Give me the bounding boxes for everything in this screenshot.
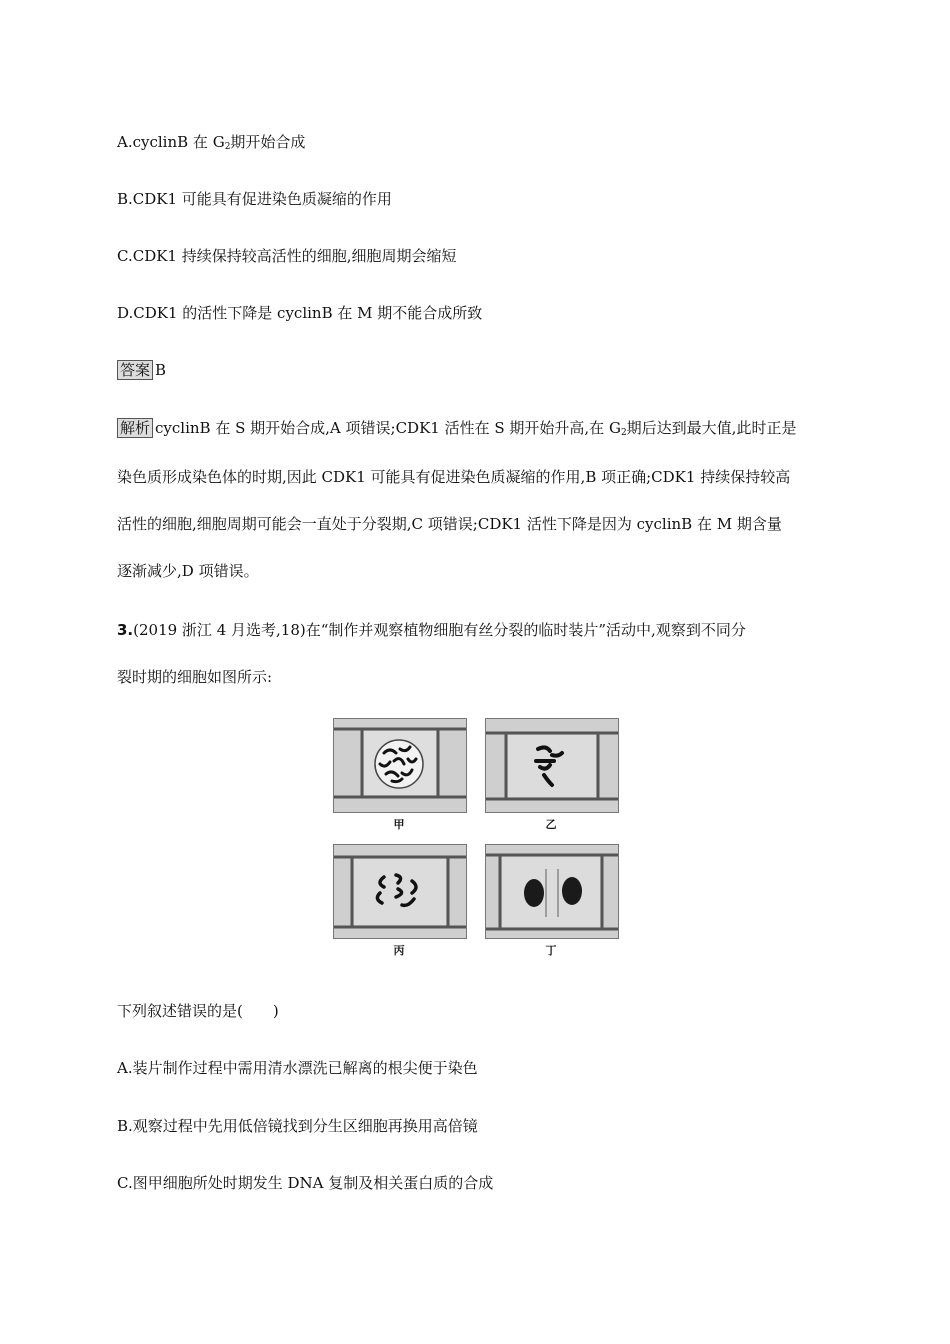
analysis-tag: 解析 xyxy=(117,418,153,438)
answer-line xyxy=(117,360,166,380)
cell-image-bing xyxy=(333,844,467,939)
label-bing: 丙 xyxy=(393,944,405,957)
cell-image-jia xyxy=(333,718,467,813)
option-d: D.CDK1 的活性下降是 cyclinB 在 M 期不能合成所致 xyxy=(117,304,483,322)
label-ding: 丁 xyxy=(545,944,557,957)
question-3-prompt: 下列叙述错误的是( ) xyxy=(117,1002,279,1020)
question-3-stem-2: 裂时期的细胞如图所示: xyxy=(117,668,273,686)
q3-option-a: A.装片制作过程中需用清水漂洗已解离的根尖便于染色 xyxy=(117,1059,478,1077)
option-c: C.CDK1 持续保持较高活性的细胞,细胞周期会缩短 xyxy=(117,247,457,265)
option-a: A.cyclinB 在 $G_2$期开始合成 xyxy=(117,133,306,152)
mitosis-figure xyxy=(333,718,619,960)
label-yi: 乙 xyxy=(545,818,557,831)
analysis-line-2: 染色质形成染色体的时期,因此 CDK1 可能具有促进染色质凝缩的作用,B 项正确;CDK1 持续保持较高 xyxy=(117,468,791,486)
analysis-line-4: 逐渐减少,D 项错误。 xyxy=(117,562,259,580)
cell-image-ding xyxy=(485,844,619,939)
q3-option-c: C.图甲细胞所处时期发生 DNA 复制及相关蛋白质的合成 xyxy=(117,1174,494,1192)
question-number: 3. xyxy=(117,621,134,639)
answer-tag: 答案 xyxy=(117,360,153,380)
q3-option-b: B.观察过程中先用低倍镜找到分生区细胞再换用高倍镜 xyxy=(117,1117,478,1135)
option-b: B.CDK1 可能具有促进染色质凝缩的作用 xyxy=(117,190,392,208)
question-3-stem: 3.(2019 浙江 4 月选考,18)在“制作并观察植物细胞有丝分裂的临时装片”活动中,观察到不同分 xyxy=(117,621,746,639)
analysis-line-1: 解析 cyclinB 在 S 期开始合成,A 项错误;CDK1 活性在 S 期开始升高,在 $G_2$期后达到最大值,此时正是 xyxy=(117,418,796,443)
label-jia: 甲 xyxy=(393,818,405,831)
answer-value: B xyxy=(155,361,167,379)
analysis-line-3: 活性的细胞,细胞周期可能会一直处于分裂期,C 项错误;CDK1 活性下降是因为 cyclinB 在 M 期含量 xyxy=(117,515,782,533)
cell-image-yi xyxy=(485,718,619,813)
